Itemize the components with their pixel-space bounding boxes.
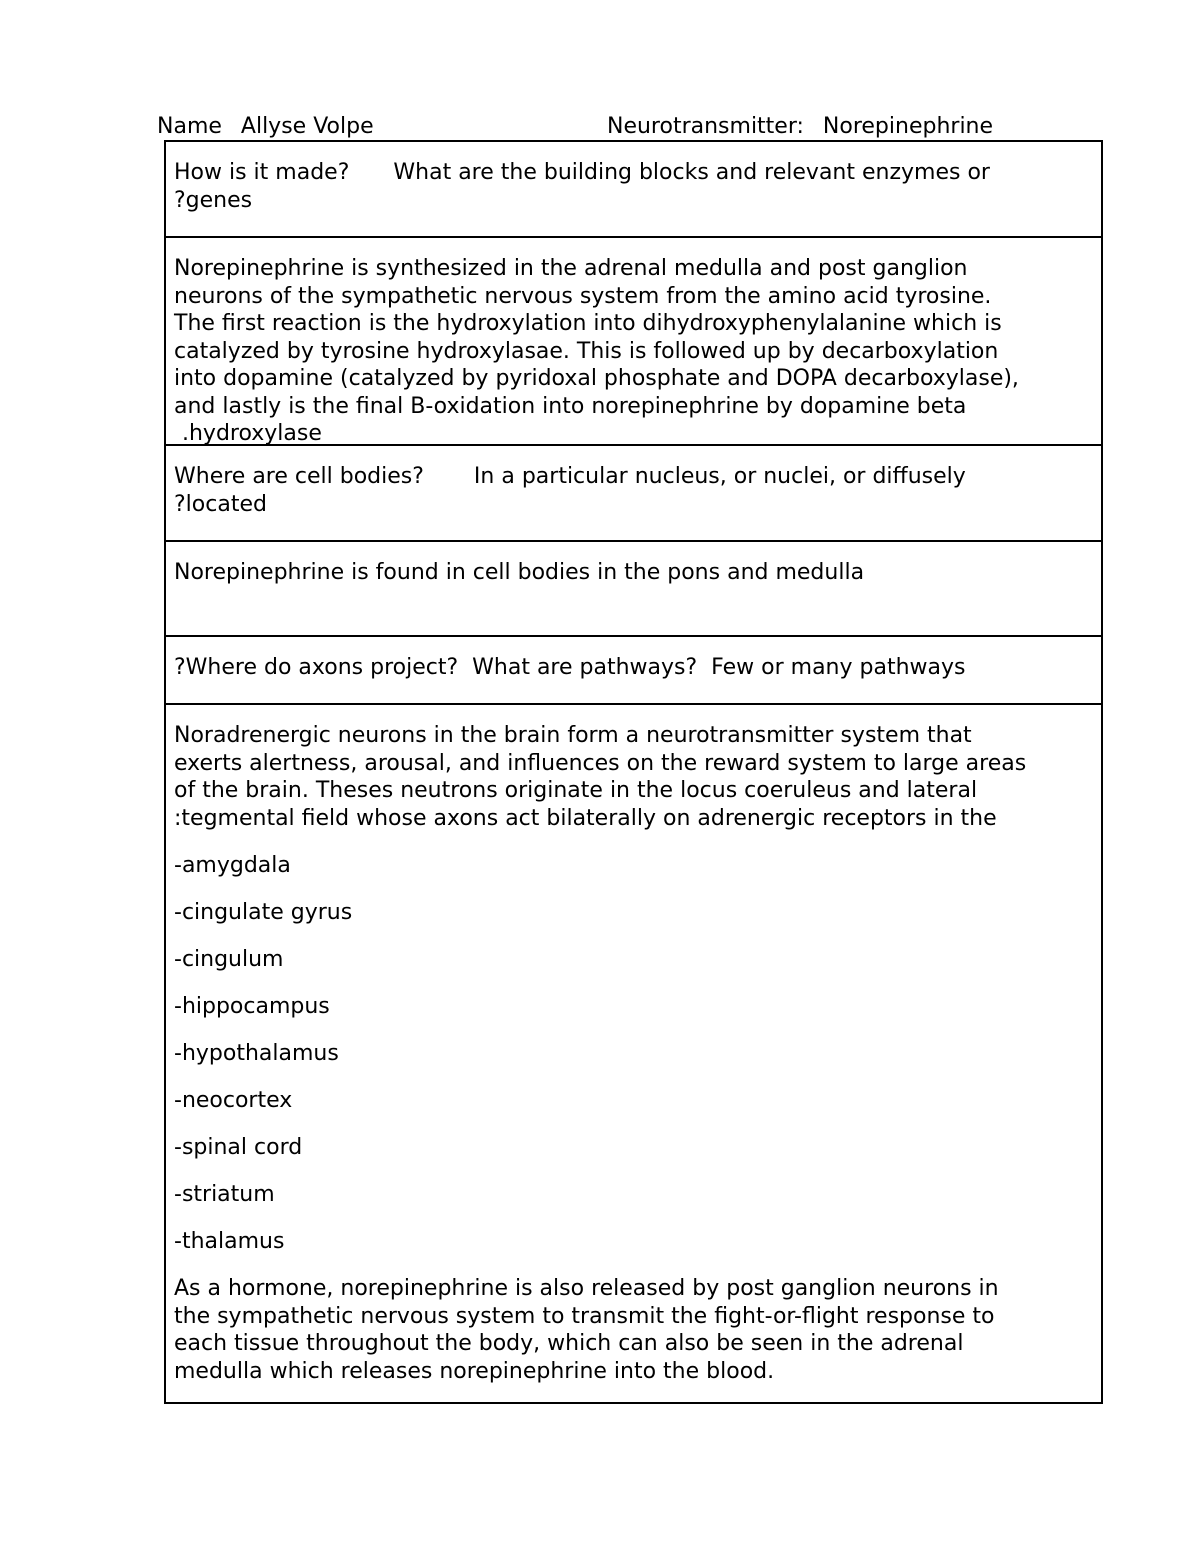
list-item: -hypothalamus — [174, 1041, 339, 1066]
answer-line: :tegmental field whose axons act bilaterally on adrenergic receptors in the — [174, 805, 997, 831]
worksheet-header — [157, 113, 1057, 143]
question-how-made-detail: What are the building blocks and relevant enzymes or — [393, 160, 990, 185]
question-axons — [166, 637, 1101, 705]
question-how-made — [166, 142, 1101, 238]
question-cell-bodies-detail-cont: ?located — [174, 491, 267, 517]
hormone-paragraph — [174, 1275, 1093, 1385]
answer-line: The first reaction is the hydroxylation into dihydroxyphenylalanine which is — [174, 311, 1002, 336]
question-axons-detail: What are pathways? — [472, 655, 698, 680]
answer-line: Norepinephrine is synthesized in the adrenal medulla and post ganglion — [174, 256, 968, 281]
answer-line: Noradrenergic neurons in the brain form a neurotransmitter system that — [174, 723, 972, 748]
neurotransmitter-field — [607, 113, 993, 141]
worksheet-table — [164, 140, 1103, 1404]
list-item: -cingulum — [174, 947, 284, 972]
question-cell-bodies — [166, 446, 1101, 542]
neurotransmitter-label: Neurotransmitter: — [607, 114, 804, 139]
answer-line: As a hormone, norepinephrine is also released by post ganglion neurons in — [174, 1276, 999, 1301]
answer-line: exerts alertness, arousal, and influences on the reward system to large areas — [174, 750, 1027, 776]
question-how-made-title: How is it made? — [174, 160, 350, 185]
list-item: -spinal cord — [174, 1135, 303, 1160]
question-how-made-detail-cont: ?genes — [174, 187, 253, 213]
question-axons-title: ?Where do axons project? — [174, 655, 459, 680]
question-axons-detail-cont: Few or many pathways — [711, 655, 966, 680]
list-item: -neocortex — [174, 1088, 293, 1113]
answer-line: and lastly is the final B-oxidation into norepinephrine by dopamine beta — [174, 393, 967, 419]
answer-how-made — [166, 238, 1101, 446]
list-item: -amygdala — [174, 853, 291, 878]
answer-line: Norepinephrine is found in cell bodies in the pons and medulla — [174, 560, 865, 585]
name-value: Allyse Volpe — [240, 114, 374, 139]
answer-line: neurons of the sympathetic nervous system from the amino acid tyrosine. — [174, 283, 992, 309]
list-item: -thalamus — [174, 1229, 285, 1254]
answer-cell-bodies — [166, 542, 1101, 637]
answer-line: into dopamine (catalyzed by pyridoxal phosphate and DOPA decarboxylase), — [174, 366, 1019, 391]
name-label: Name — [157, 114, 222, 139]
answer-axons — [166, 705, 1101, 1402]
answer-line: the sympathetic nervous system to transmit the fight-or-flight response to — [174, 1303, 995, 1329]
answer-line: .hydroxylase — [182, 421, 322, 446]
neurotransmitter-value: Norepinephrine — [822, 114, 994, 139]
answer-line: each tissue throughout the body, which can also be seen in the adrenal — [174, 1331, 964, 1356]
projection-region-list — [174, 852, 1093, 1275]
list-item: -cingulate gyrus — [174, 900, 353, 925]
question-cell-bodies-title: Where are cell bodies? — [174, 464, 424, 489]
list-item: -hippocampus — [174, 994, 330, 1019]
answer-line: of the brain. Theses neutrons originate in the locus coeruleus and lateral — [174, 778, 978, 803]
name-field — [157, 113, 374, 141]
answer-line: catalyzed by tyrosine hydroxylasae. This is followed up by decarboxylation — [174, 338, 999, 364]
question-cell-bodies-detail: In a particular nucleus, or nuclei, or diffusely — [473, 464, 966, 489]
list-item: -striatum — [174, 1182, 275, 1207]
answer-line: medulla which releases norepinephrine into the blood. — [174, 1358, 775, 1384]
